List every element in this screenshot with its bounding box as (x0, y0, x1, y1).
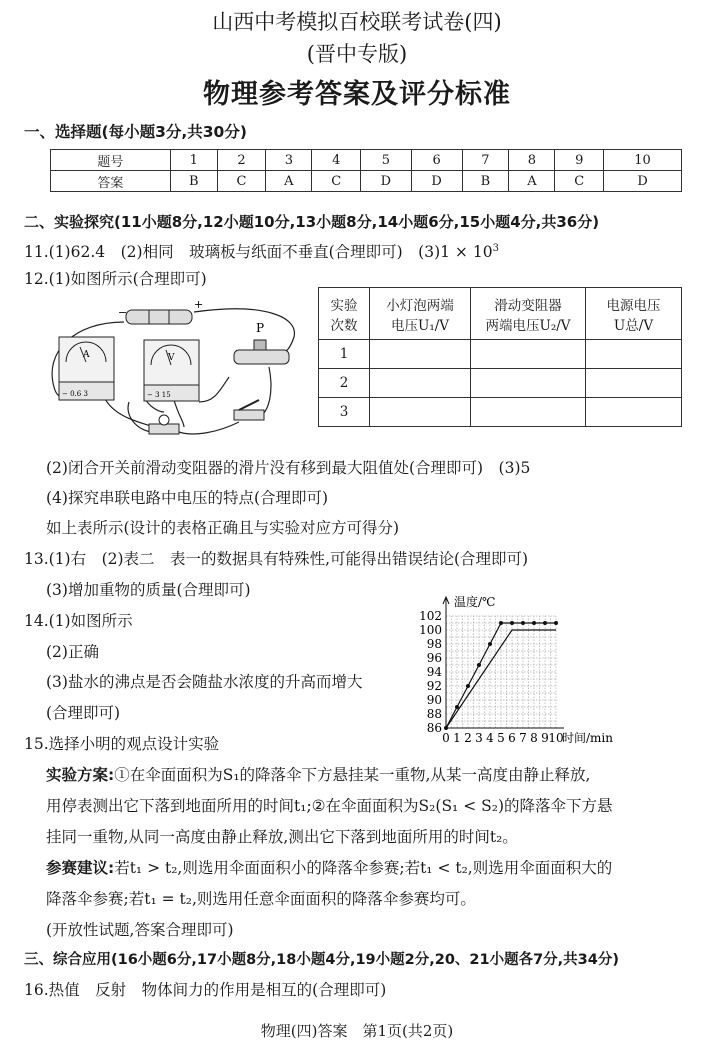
empty-cell (370, 340, 471, 369)
header-cell (586, 288, 682, 340)
header-line: 小灯泡两端 (386, 297, 454, 314)
data-point (532, 621, 536, 625)
answer-q14-3b: (合理即可) (46, 704, 121, 722)
voltmeter-terminals: − 3 15 (147, 391, 171, 399)
wire (174, 400, 184, 427)
x-tick-label: 10 (548, 731, 564, 745)
plan-line-1 (46, 763, 590, 785)
answer-q11 (24, 240, 499, 262)
battery (118, 298, 203, 324)
header-cell (471, 288, 586, 340)
answer-q12-note: 如上表所示(设计的表格正确且与实验对应方可得分) (46, 519, 400, 537)
empty-cell (471, 398, 586, 427)
x-tick-label: 5 (497, 731, 505, 745)
plan-line-2: 用停表测出它下落到地面所用的时间t₁;②在伞面面积为S₂(S₁ < S₂)的降落伞下方悬 (46, 797, 613, 815)
answer-cell: A (509, 171, 555, 192)
question-number: 1 (170, 150, 217, 171)
data-point (455, 705, 459, 709)
answer-q12-2: (2)闭合开关前滑动变阻器的滑片没有移到最大阻值处(合理即可) (3)5 (46, 459, 531, 477)
x-tick-label: 4 (486, 731, 494, 745)
answer-table-row-answers (51, 171, 682, 192)
empty-cell (586, 340, 682, 369)
suggest-line-2: 降落伞参赛;若t₁ = t₂,则选用任意伞面面积的降落伞参赛均可。 (46, 890, 476, 908)
section2-heading: 二、实验探究(11小题8分,12小题10分,13小题8分,14小题6分,15小题4分,共36分) (24, 213, 600, 231)
trial-number: 1 (319, 340, 370, 369)
header-line: 次数 (330, 317, 358, 334)
answer-cell: C (217, 171, 266, 192)
question-number: 9 (555, 150, 604, 171)
open-note: (开放性试题,答案合理即可) (46, 921, 234, 939)
question-number: 2 (217, 150, 266, 171)
question-number: 10 (604, 150, 682, 171)
x-tick-label: 2 (464, 731, 472, 745)
empty-cell (370, 398, 471, 427)
header-cell (319, 288, 370, 340)
voltmeter-label: V (168, 353, 175, 363)
y-tick-label: 94 (426, 665, 442, 679)
question-number: 6 (411, 150, 462, 171)
x-tick-label: 6 (508, 731, 516, 745)
light-bulb (149, 415, 179, 434)
rheostat (234, 321, 289, 364)
answer-cell: A (266, 171, 312, 192)
question-number: 4 (312, 150, 361, 171)
y-tick-label: 96 (426, 651, 442, 665)
answer-cell: D (411, 171, 462, 192)
chart-axes (443, 597, 564, 728)
answer-q13-3: (3)增加重物的质量(合理即可) (46, 581, 251, 599)
y-tick-label: 92 (426, 679, 442, 693)
x-tick-label: 8 (530, 731, 538, 745)
row-label: 答案 (51, 171, 171, 192)
circuit-diagram (44, 292, 309, 442)
question-number: 7 (462, 150, 509, 171)
header-line: 实验 (330, 297, 358, 314)
question-number: 3 (266, 150, 312, 171)
data-point (477, 663, 481, 667)
answer-table (50, 149, 682, 192)
switch (234, 400, 264, 420)
answer-cell: D (604, 171, 682, 192)
empty-cell (471, 369, 586, 398)
data-point (510, 621, 514, 625)
ammeter (59, 337, 114, 400)
x-tick-label: 7 (519, 731, 527, 745)
x-tick-label: 9 (541, 731, 549, 745)
section1-heading: 一、选择题(每小题3分,共30分) (24, 123, 247, 141)
data-point (543, 621, 547, 625)
chart-xlabel: 时间/min (562, 731, 613, 745)
answer-q14-1: 14.(1)如图所示 (24, 612, 133, 630)
plan-line-3: 挂同一重物,从同一高度由静止释放,测出它下落到地面所用的时间t₂。 (46, 828, 518, 846)
ammeter-label: A (83, 350, 90, 360)
answer-q13-1: 13.(1)右 (2)表二 表一的数据具有特殊性,可能得出错误结论(合理即可) (24, 550, 529, 568)
question-number: 5 (361, 150, 412, 171)
empty-cell (471, 340, 586, 369)
plan-text: ①在伞面面积为S₁的降落伞下方悬挂某一重物,从某一高度由静止释放, (114, 766, 591, 784)
header-line: 电压U₁/V (390, 317, 450, 334)
table-row (319, 369, 682, 398)
trial-number: 2 (319, 369, 370, 398)
q11-exponent: 3 (492, 242, 499, 254)
answer-q14-2: (2)正确 (46, 643, 99, 661)
answer-cell: D (361, 171, 412, 192)
suggest-label: 参赛建议: (46, 859, 115, 877)
voltmeter (144, 340, 199, 401)
y-tick-label: 88 (426, 707, 442, 721)
experiment-table-header (319, 288, 682, 340)
header-cell (370, 288, 471, 340)
chart-ylabel: 温度/℃ (454, 595, 496, 609)
header-line: U总/V (613, 317, 654, 334)
answer-q12-1: 12.(1)如图所示(合理即可) (24, 270, 207, 288)
y-tick-label: 98 (426, 637, 442, 651)
chart-grid (446, 616, 556, 728)
wire (194, 309, 294, 354)
page-footer: 物理(四)答案 第1页(共2页) (260, 1022, 454, 1040)
x-tick-label: 3 (475, 731, 483, 745)
answer-cell: B (462, 171, 509, 192)
wire (199, 377, 229, 402)
table-row (319, 340, 682, 369)
data-point (488, 642, 492, 646)
answer-q12-4: (4)探究串联电路中电压的特点(合理即可) (46, 489, 329, 507)
y-tick-label: 90 (426, 693, 442, 707)
header-line: 电源电压 (606, 297, 661, 314)
slider-label-p: P (256, 321, 265, 335)
q11-text: 11.(1)62.4 (2)相同 玻璃板与纸面不垂直(合理即可) (3)1 × 10 (24, 243, 493, 261)
y-tick-label: 86 (426, 721, 442, 735)
temperature-chart (408, 590, 708, 750)
suggest-text: 若t₁ > t₂,则选用伞面面积小的降落伞参赛;若t₁ < t₂,则选用伞面面积大的 (114, 859, 613, 877)
data-point (499, 621, 503, 625)
page-title: 物理参考答案及评分标准 (203, 79, 511, 110)
exam-title: 山西中考模拟百校联考试卷(四) (212, 10, 502, 34)
battery-plus-label: + (194, 298, 204, 311)
x-tick-label: 0 (442, 731, 450, 745)
header-line: 两端电压U₂/V (485, 317, 571, 334)
data-point (466, 684, 470, 688)
exam-subtitle: (晋中专版) (306, 42, 408, 66)
section3-heading: 三、综合应用(16小题6分,17小题8分,18小题4分,19小题2分,20、21小题各7分,共34分) (24, 952, 619, 968)
x-tick-label: 1 (453, 731, 461, 745)
row-label: 题号 (51, 150, 171, 171)
experiment-table (318, 287, 682, 427)
answer-cell: B (170, 171, 217, 192)
trial-number: 3 (319, 398, 370, 427)
empty-cell (370, 369, 471, 398)
question-number: 8 (509, 150, 555, 171)
answer-q16: 16.热值 反射 物体间力的作用是相互的(合理即可) (24, 981, 387, 999)
data-point (521, 621, 525, 625)
battery-minus-label: − (118, 306, 128, 319)
answer-cell: C (312, 171, 361, 192)
empty-cell (586, 369, 682, 398)
table-row (319, 398, 682, 427)
plan-label: 实验方案: (46, 766, 115, 784)
y-tick-label: 100 (419, 623, 442, 637)
ammeter-terminals: − 0.6 3 (62, 390, 88, 398)
answer-q15: 15.选择小明的观点设计实验 (24, 735, 220, 753)
empty-cell (586, 398, 682, 427)
suggest-line-1 (46, 856, 612, 878)
data-point (554, 621, 558, 625)
wire (179, 422, 239, 434)
header-line: 滑动变阻器 (494, 297, 562, 314)
answer-cell: C (555, 171, 604, 192)
y-tick-label: 102 (419, 609, 442, 623)
answer-table-row-numbers (51, 150, 682, 171)
answer-q14-3: (3)盐水的沸点是否会随盐水浓度的升高而增大 (46, 673, 363, 691)
